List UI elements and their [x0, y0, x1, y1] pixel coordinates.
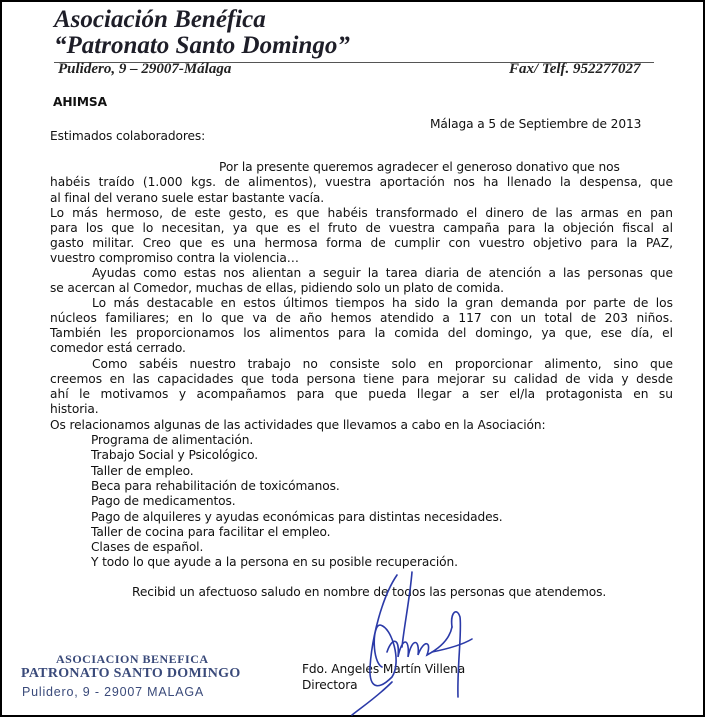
stamp-line-1: ASOCIACION BENEFICA: [56, 652, 209, 666]
org-subtitle: “Patronato Santo Domingo”: [54, 32, 350, 59]
org-name: Asociación Benéfica: [54, 6, 266, 33]
body-line: vuestro compromiso contra la violencia…: [50, 251, 299, 265]
body-line: historia.: [50, 402, 99, 416]
signed-by: Fdo. Angeles Martín Villena: [302, 662, 466, 676]
org-fax-phone: Fax/ Telf. 952277027: [509, 61, 641, 77]
org-address: Pulidero, 9 – 29007-Málaga: [58, 61, 232, 77]
closing: Recibid un afectuoso saludo en nombre de todos las personas que atendemos.: [132, 585, 607, 599]
body-line: Os relacionamos algunas de las actividades que llevamos a cabo en la Asociación:: [50, 418, 546, 432]
body-line: para los que lo necesitan, ya que es el fruto de vuestra campaña para la objeción fiscal al: [50, 221, 673, 235]
activity-item: Trabajo Social y Psicológico.: [91, 448, 259, 463]
recipient: AHIMSA: [53, 95, 107, 109]
stamp-line-3: Pulidero, 9 - 29007 MALAGA: [22, 685, 204, 699]
activity-item: Y todo lo que ayude a la persona en su posible recuperación.: [91, 555, 458, 570]
signer-title: Directora: [302, 678, 358, 692]
body-line: al final del verano suele estar bastante vacía.: [50, 191, 324, 205]
activity-item: Clases de español.: [91, 540, 204, 555]
body-line: núcleos familiares; en lo que va de año hemos atendido a 117 con un total de 203 niños.: [50, 311, 673, 325]
body-line: gasto militar. Creo que es una hermosa forma de cumplir con vuestro objetivo para la PAZ,: [50, 236, 673, 250]
signature: [332, 567, 492, 717]
body-line: habéis traído (1.000 kgs. de alimentos), vuestra aportación nos ha llenado la despensa, que: [50, 175, 673, 189]
body-line: Por la presente queremos agradecer el generoso donativo que nos: [219, 160, 620, 174]
body-line: se acercan al Comedor, muchas de ellas, pidiendo solo un plato de comida.: [50, 281, 504, 295]
activity-item: Taller de cocina para facilitar el empleo.: [91, 524, 331, 539]
activity-item: Beca para rehabilitación de toxicómanos.: [91, 478, 340, 493]
activity-item: Pago de medicamentos.: [91, 494, 236, 509]
body-line: creemos en las capacidades que toda persona tiene para mejorar su calidad de vida y desde: [50, 372, 673, 386]
body-line: También les proporcionamos los alimentos para la comida del domingo, ya que, ese día, el: [50, 326, 673, 340]
body-line: Como sabéis nuestro trabajo no consiste solo en proporcionar alimento, sino que: [92, 357, 673, 371]
activity-item: Programa de alimentación.: [91, 433, 254, 447]
greeting: Estimados colaboradores:: [50, 129, 206, 143]
body-line: ahí le motivamos y acompañamos para que pueda llegar a ser el/la protagonista en su: [50, 387, 673, 401]
letter-date: Málaga a 5 de Septiembre de 2013: [430, 117, 642, 131]
stamp-line-2: PATRONATO SANTO DOMINGO: [21, 666, 241, 681]
activity-item: Taller de empleo.: [91, 463, 194, 478]
body-line: Ayudas como estas nos alientan a seguir la tarea diaria de atención a las personas que: [92, 266, 673, 280]
body-line: comedor está cerrado.: [50, 341, 186, 355]
body-line: Lo más destacable en estos últimos tiempos ha sido la gran demanda por parte de los: [92, 296, 673, 310]
activity-item: Pago de alquileres y ayudas económicas para distintas necesidades.: [91, 509, 503, 524]
body-line: Lo más hermoso, de este gesto, es que habéis transformado el dinero de las armas en pan: [50, 206, 673, 220]
